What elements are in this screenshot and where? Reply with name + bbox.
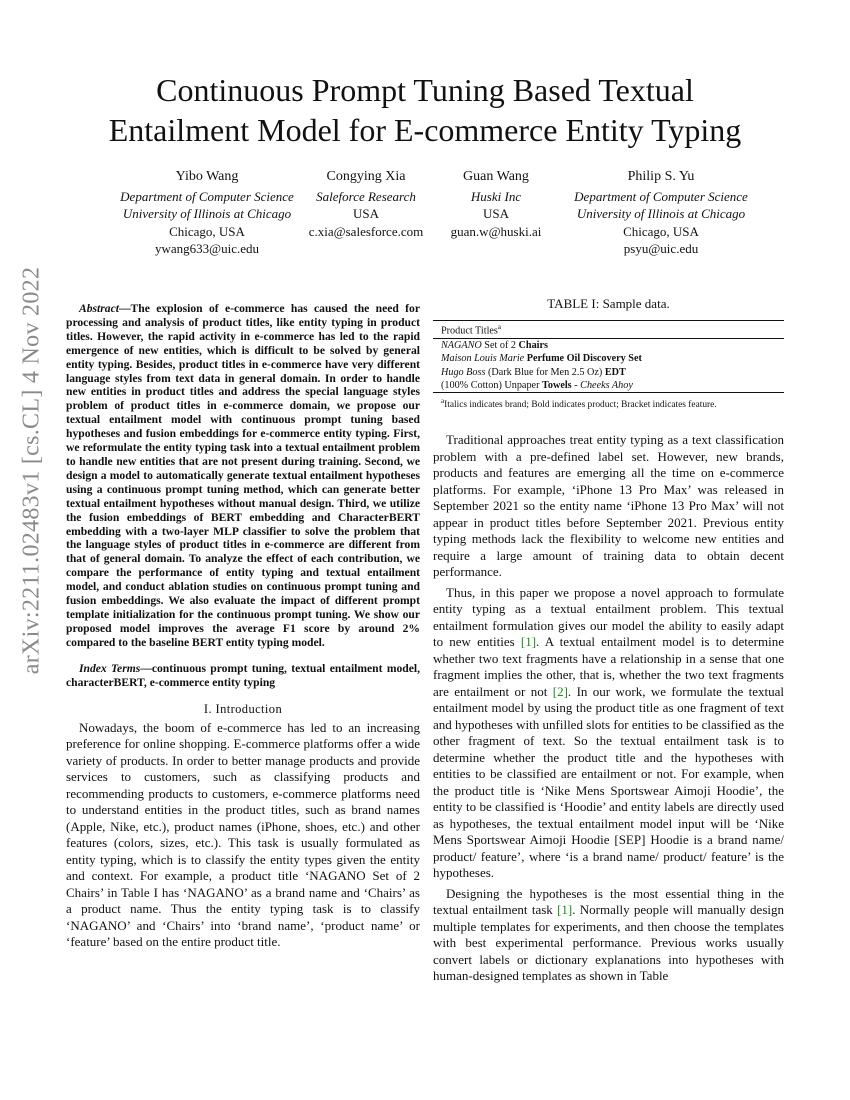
author-location: USA bbox=[352, 206, 379, 221]
paragraph: Designing the hypotheses is the most essential thing in the textual entailment task [1]. Normally people will manually design multiple templates for experiments, and then choose the templates with best experimental performance. Previous works usually convert labels or dictionary explanations into hypotheses with human-designed templates as shown in Table bbox=[433, 885, 784, 983]
table-row: Hugo Boss (Dark Blue for Men 2.5 Oz) EDT bbox=[441, 366, 626, 378]
author-affiliation: Saleforce Research bbox=[316, 188, 416, 204]
product-name: Towels bbox=[542, 380, 572, 392]
left-column bbox=[66, 302, 420, 951]
author-location: Chicago, USA bbox=[169, 223, 245, 239]
brand-name: Hugo Boss bbox=[441, 366, 486, 378]
abstract bbox=[66, 302, 420, 650]
author-name: Philip S. Yu bbox=[627, 169, 695, 184]
brand-name: Maison Louis Marie bbox=[441, 353, 525, 365]
paragraph: Thus, in this paper we propose a novel approach to formulate entity typing as a textual entailment problem. This textual entailment formulation gives our model the ability to easily adapt to new entities [1]. A textual entailment model is to determine whether two text fragments have a relationship in a sense that one fragment implies the other, that is, whether the two text fragments are entailment or not [2]. In our work, we formulate the textual entailment model by using the product title as one fragment of text and hypotheses with unfilled slots for entities to be classified as the other fragment of text. So the textual entailment task is to determine whether the product title and the hypotheses with entities to be classified are entailment or not. For example, when the product title is ‘Nike Mens Sportswear Aimoji Hoodie’, the entity to be classified is ‘Hoodie’ and entity labels are directly used as hypotheses, the textual entailment model input will be ‘Nike Mens Sportswear Aimoji Hoodie [SEP] Hoodie is a brand name/ product/ feature’, where ‘is a brand name/ product/ feature’ is the hypotheses. bbox=[433, 584, 784, 880]
author-location: USA bbox=[482, 206, 509, 221]
author-email: guan.w@huski.ai bbox=[450, 223, 542, 239]
author-email: c.xia@salesforce.com bbox=[308, 223, 424, 239]
author-location: Chicago, USA bbox=[623, 223, 699, 239]
abstract-text: —The explosion of e-commerce has caused the need for processing and analysis of product titles, like entity typing in product titles. However, the rapid activity in e-commerce has led to the rapid emergence of new entities, which is difficult to be solved by general entity typing. Besides, product titles in e-commerce have very different language styles from text data in general domain. In order to handle new entities in product titles and address the special language styles problem of product titles in e-commerce domain, we propose our textual entailment model with continuous prompt tuning based hypotheses and fusion embeddings for e-commerce entity typing. First, we reformulate the entity typing task into a textual entailment problem to handle new entities that are not present during training. Second, we design a model to automatically generate textual entailment hypotheses using a continuous prompt tuning method, which can generate better textual entailment hypotheses without manual design. Third, we utilize the fusion embeddings of BERT embedding and CharacterBERT embedding with a two-layer MLP classifier to solve the problem that the language styles of product titles in e-commerce are different from that of general domain. To analyze the effect of each contribution, we compare the performance of entity typing and textual entailment model, and conduct ablation studies on continuous prompt tuning and fusion embeddings. We also evaluate the impact of different prompt template initialization for the continuous prompt tuning. We show our proposed model improves the average F1 score by around 2% compared to the baseline BERT entity typing model. bbox=[66, 302, 420, 649]
author-4 bbox=[541, 168, 781, 258]
brand-name: Cheeks Ahoy bbox=[580, 380, 633, 392]
paper-title bbox=[60, 70, 790, 150]
citation-link[interactable]: [2] bbox=[552, 683, 568, 699]
author-affiliation: Department of Computer Science bbox=[120, 188, 294, 204]
brand-name: NAGANO bbox=[441, 339, 482, 351]
author-email: psyu@uic.edu bbox=[623, 241, 699, 256]
citation-link[interactable]: [1] bbox=[557, 902, 573, 917]
index-terms bbox=[66, 662, 420, 690]
author-affiliation: University of Illinois at Chicago bbox=[122, 206, 292, 221]
product-name: EDT bbox=[604, 366, 626, 378]
arxiv-watermark bbox=[12, 266, 52, 674]
table-footnote: $^a$Italics indicates brand; Bold indicates product; Bracket indicates feature. bbox=[441, 397, 717, 411]
product-name: Chairs bbox=[518, 339, 548, 351]
author-email: ywang633@uic.edu bbox=[154, 241, 260, 256]
table-row: (100% Cotton) Unpaper Towels - Cheeks Ahoy bbox=[441, 380, 633, 392]
author-affiliation: University of Illinois at Chicago bbox=[576, 206, 746, 221]
table-row bbox=[433, 352, 784, 365]
arxiv-id: arXiv:2211.02483v1 [cs.CL] 4 Nov 2022 bbox=[18, 266, 45, 674]
paragraph: Nowadays, the boom of e-commerce has led to an increasing preference for online shopping. E-commerce platforms offer a wide variety of products. In order to better manage products and provide services to customers, such as classifying products and recommending products to customers, e-commerce platforms need to understand entities in the product titles, such as brand names (Apple, Nike, etc.), product names (iPhone, shoes, etc.) and other features (colors, sizes, etc.). This task is usually formulated as entity typing, which is to classify the entity types given the entity and context. For example, a product title ‘NAGANO Set of 2 Chairs’ in Table I has ‘NAGANO’ as a brand name and ‘Chairs’ as a product name. Thus the entity typing task is to classify ‘NAGANO’ and ‘Chairs’ into ‘brand name’, ‘product name’ or ‘feature’ based on the entire product title. bbox=[66, 719, 420, 950]
right-column bbox=[433, 432, 784, 985]
author-name: Congying Xia bbox=[326, 169, 406, 184]
table-row: NAGANO Set of 2 Chairs bbox=[441, 339, 548, 351]
table-caption: TABLE I: Sample data. bbox=[547, 296, 670, 311]
title-line-1: Continuous Prompt Tuning Based Textual bbox=[156, 72, 694, 108]
sample-data-table bbox=[433, 320, 784, 413]
product-name: Perfume Oil Discovery Set bbox=[526, 353, 642, 365]
author-affiliation: Department of Computer Science bbox=[574, 188, 748, 204]
index-terms-label: Index Terms bbox=[79, 661, 141, 675]
author-name: Guan Wang bbox=[463, 169, 529, 184]
title-line-2: Entailment Model for E-commerce Entity Typing bbox=[108, 112, 742, 148]
author-name: Yibo Wang bbox=[175, 169, 239, 184]
paragraph: Traditional approaches treat entity typing as a text classification problem with a pre-defined label set. However, new brands, products and features are emerging all the time on e-commerce platforms. For example, ‘iPhone 13 Pro Max’ was released in September 2021 so the entity name ‘iPhone 13 Pro Max’ will not appear in product titles before September 2021. Previous entity typing methods lack the flexibility to welcome new entities and require a large amount of training data to obtain decent performance. bbox=[433, 432, 784, 579]
citation-link[interactable]: [1] bbox=[520, 634, 537, 649]
abstract-label: Abstract bbox=[79, 302, 119, 315]
table-header: Product Titles$^a$ bbox=[441, 323, 502, 337]
index-terms-text: —continuous prompt tuning, textual entailment model, characterBERT, e-commerce entity typing bbox=[66, 661, 420, 689]
author-affiliation: Huski Inc bbox=[470, 188, 522, 204]
section-heading: I. Introduction bbox=[203, 702, 283, 717]
